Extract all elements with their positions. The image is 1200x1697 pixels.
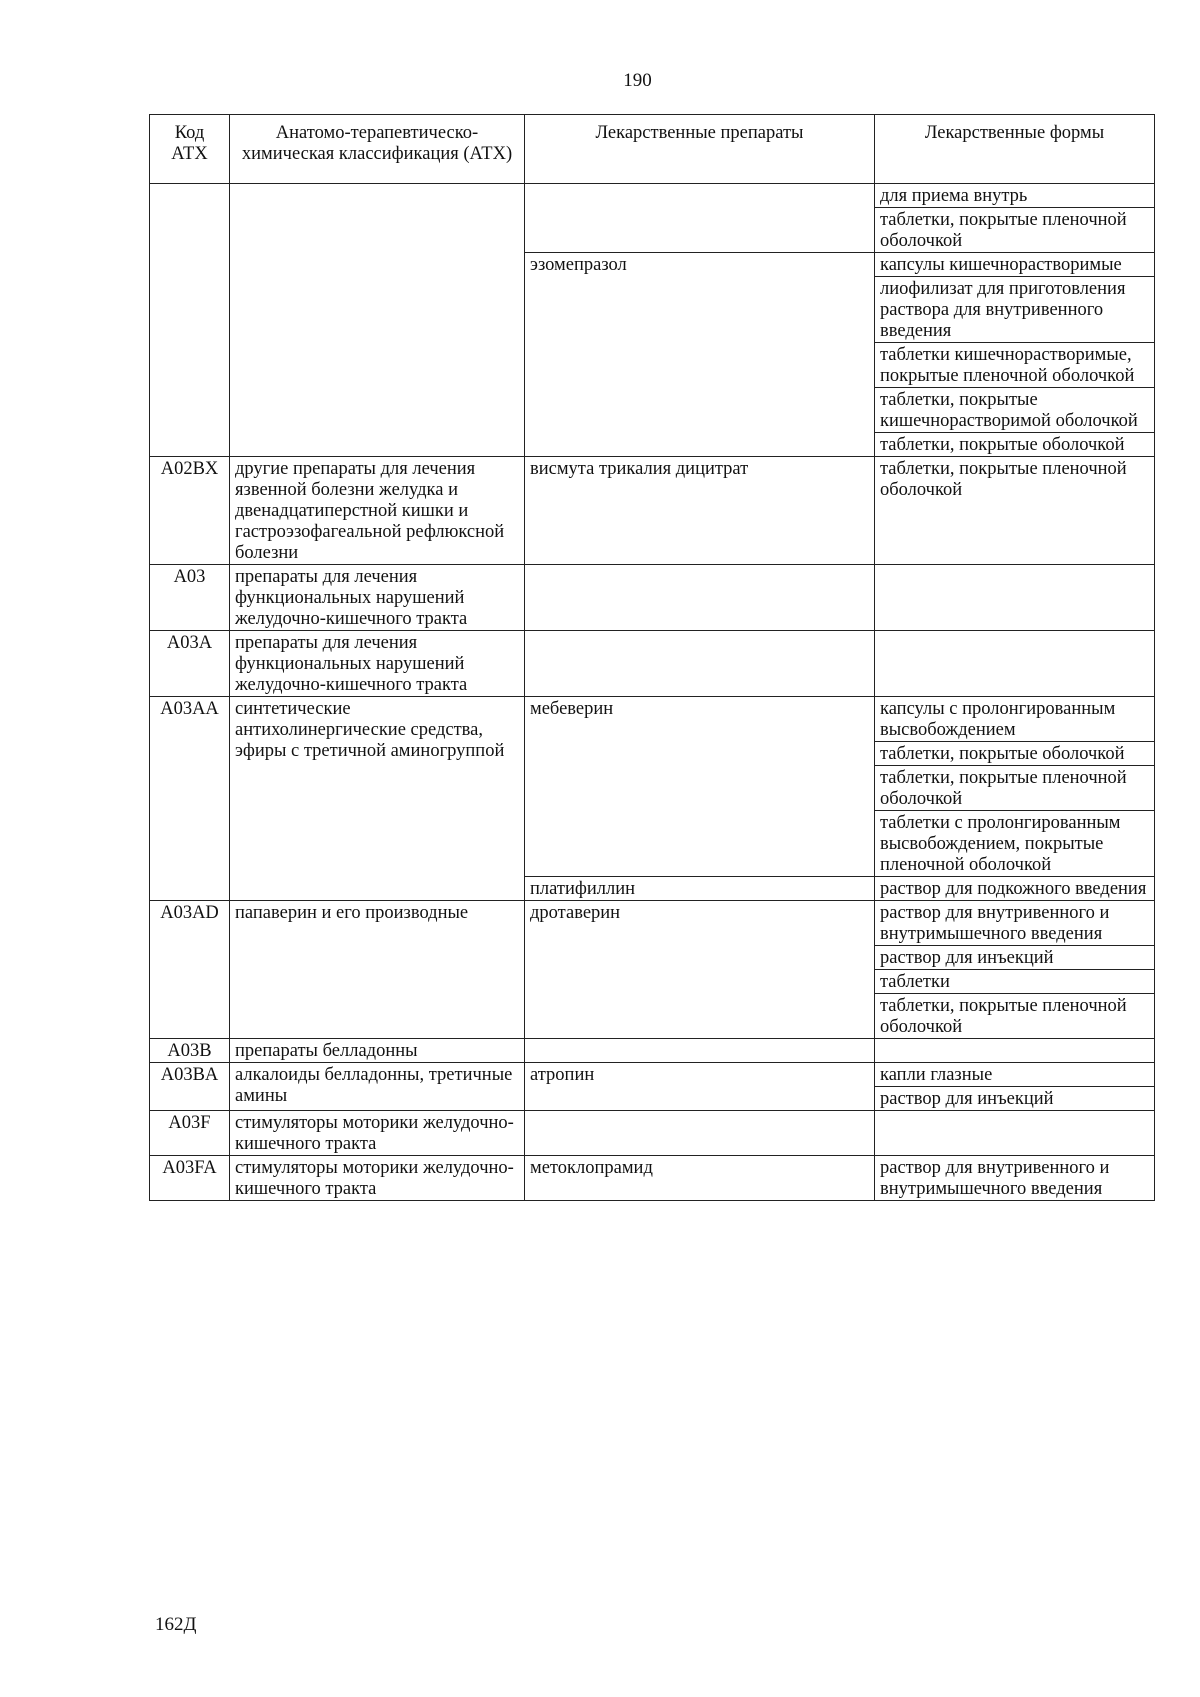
table-row — [150, 1156, 1155, 1201]
table-header-row — [150, 115, 1155, 184]
dosage-form-cell: таблетки, покрытые пленочной оболочкой — [875, 208, 1155, 253]
atx-classification-cell: препараты для лечения функциональных нарушений желудочно-кишечного тракта — [230, 631, 525, 697]
drug-cell — [525, 565, 875, 631]
dosage-form-cell — [875, 565, 1155, 631]
atx-code-cell: A03 — [150, 565, 230, 631]
dosage-form-cell: капсулы с пролонгированным высвобождением — [875, 697, 1155, 742]
dosage-form-cell: раствор для инъекций — [875, 946, 1155, 970]
dosage-form-cell: таблетки — [875, 970, 1155, 994]
header-dosage-forms: Лекарственные формы — [875, 115, 1155, 184]
atx-classification-cell: стимуляторы моторики желудочно-кишечного тракта — [230, 1111, 525, 1156]
drug-cell — [525, 1039, 875, 1063]
table-row — [150, 901, 1155, 946]
dosage-form-cell: капли глазные — [875, 1063, 1155, 1087]
drug-cell — [525, 184, 875, 253]
drug-cell: атропин — [525, 1063, 875, 1111]
table-row — [150, 1063, 1155, 1087]
dosage-form-cell: раствор для инъекций — [875, 1087, 1155, 1111]
atx-classification-cell — [230, 184, 525, 457]
dosage-form-cell: для приема внутрь — [875, 184, 1155, 208]
atx-classification-cell: синтетические антихолинергические средства, эфиры с третичной аминогруппой — [230, 697, 525, 901]
header-drugs: Лекарственные препараты — [525, 115, 875, 184]
atx-code-cell: A03BA — [150, 1063, 230, 1111]
page-number: 190 — [623, 70, 652, 91]
dosage-form-cell — [875, 1039, 1155, 1063]
document-code: 162Д — [155, 1614, 197, 1635]
atx-classification-cell: препараты белладонны — [230, 1039, 525, 1063]
atx-classification-cell: стимуляторы моторики желудочно-кишечного тракта — [230, 1156, 525, 1201]
table-row — [150, 1039, 1155, 1063]
table-row — [150, 457, 1155, 565]
dosage-form-cell: таблетки, покрытые оболочкой — [875, 433, 1155, 457]
dosage-form-cell: таблетки, покрытые пленочной оболочкой — [875, 994, 1155, 1039]
drug-cell: висмута трикалия дицитрат — [525, 457, 875, 565]
atx-classification-cell: алкалоиды белладонны, третичные амины — [230, 1063, 525, 1111]
atx-classification-cell: препараты для лечения функциональных нарушений желудочно-кишечного тракта — [230, 565, 525, 631]
drug-cell: дротаверин — [525, 901, 875, 1039]
atx-code-cell: A03B — [150, 1039, 230, 1063]
dosage-form-cell: таблетки, покрытые пленочной оболочкой — [875, 766, 1155, 811]
dosage-form-cell: таблетки с пролонгированным высвобождением, покрытые пленочной оболочкой — [875, 811, 1155, 877]
atx-classification-cell: папаверин и его производные — [230, 901, 525, 1039]
dosage-form-cell: капсулы кишечнорастворимые — [875, 253, 1155, 277]
drug-cell: эзомепразол — [525, 253, 875, 457]
dosage-form-cell: таблетки кишечнорастворимые, покрытые пленочной оболочкой — [875, 343, 1155, 388]
drug-cell: платифиллин — [525, 877, 875, 901]
atx-code-cell — [150, 184, 230, 457]
header-atx-classification: Анатомо-терапевтическо-химическая классификация (АТХ) — [230, 115, 525, 184]
atx-code-cell: A03AA — [150, 697, 230, 901]
table-row — [150, 565, 1155, 631]
table-row — [150, 184, 1155, 208]
dosage-form-cell — [875, 1111, 1155, 1156]
dosage-form-cell: раствор для внутривенного и внутримышечного введения — [875, 901, 1155, 946]
table-body — [150, 184, 1155, 1201]
drug-cell: метоклопрамид — [525, 1156, 875, 1201]
drug-cell — [525, 1111, 875, 1156]
header-atx-code: Код АТХ — [150, 115, 230, 184]
dosage-form-cell: таблетки, покрытые кишечнорастворимой оболочкой — [875, 388, 1155, 433]
dosage-form-cell: раствор для подкожного введения — [875, 877, 1155, 901]
dosage-form-cell: раствор для внутривенного и внутримышечного введения — [875, 1156, 1155, 1201]
atx-code-cell: A02BX — [150, 457, 230, 565]
table-row — [150, 697, 1155, 742]
drug-cell — [525, 631, 875, 697]
dosage-form-cell — [875, 631, 1155, 697]
dosage-form-cell: таблетки, покрытые пленочной оболочкой — [875, 457, 1155, 565]
table-row — [150, 1111, 1155, 1156]
table-row — [150, 631, 1155, 697]
atx-code-cell: A03FA — [150, 1156, 230, 1201]
atx-classification-cell: другие препараты для лечения язвенной болезни желудка и двенадцатиперстной кишки и гастроэзофагеальной рефлюксной болезни — [230, 457, 525, 565]
atx-drug-table — [149, 114, 1155, 1201]
drug-cell: мебеверин — [525, 697, 875, 877]
dosage-form-cell: лиофилизат для приготовления раствора для внутривенного введения — [875, 277, 1155, 343]
atx-code-cell: A03AD — [150, 901, 230, 1039]
atx-code-cell: A03F — [150, 1111, 230, 1156]
dosage-form-cell: таблетки, покрытые оболочкой — [875, 742, 1155, 766]
atx-code-cell: A03A — [150, 631, 230, 697]
